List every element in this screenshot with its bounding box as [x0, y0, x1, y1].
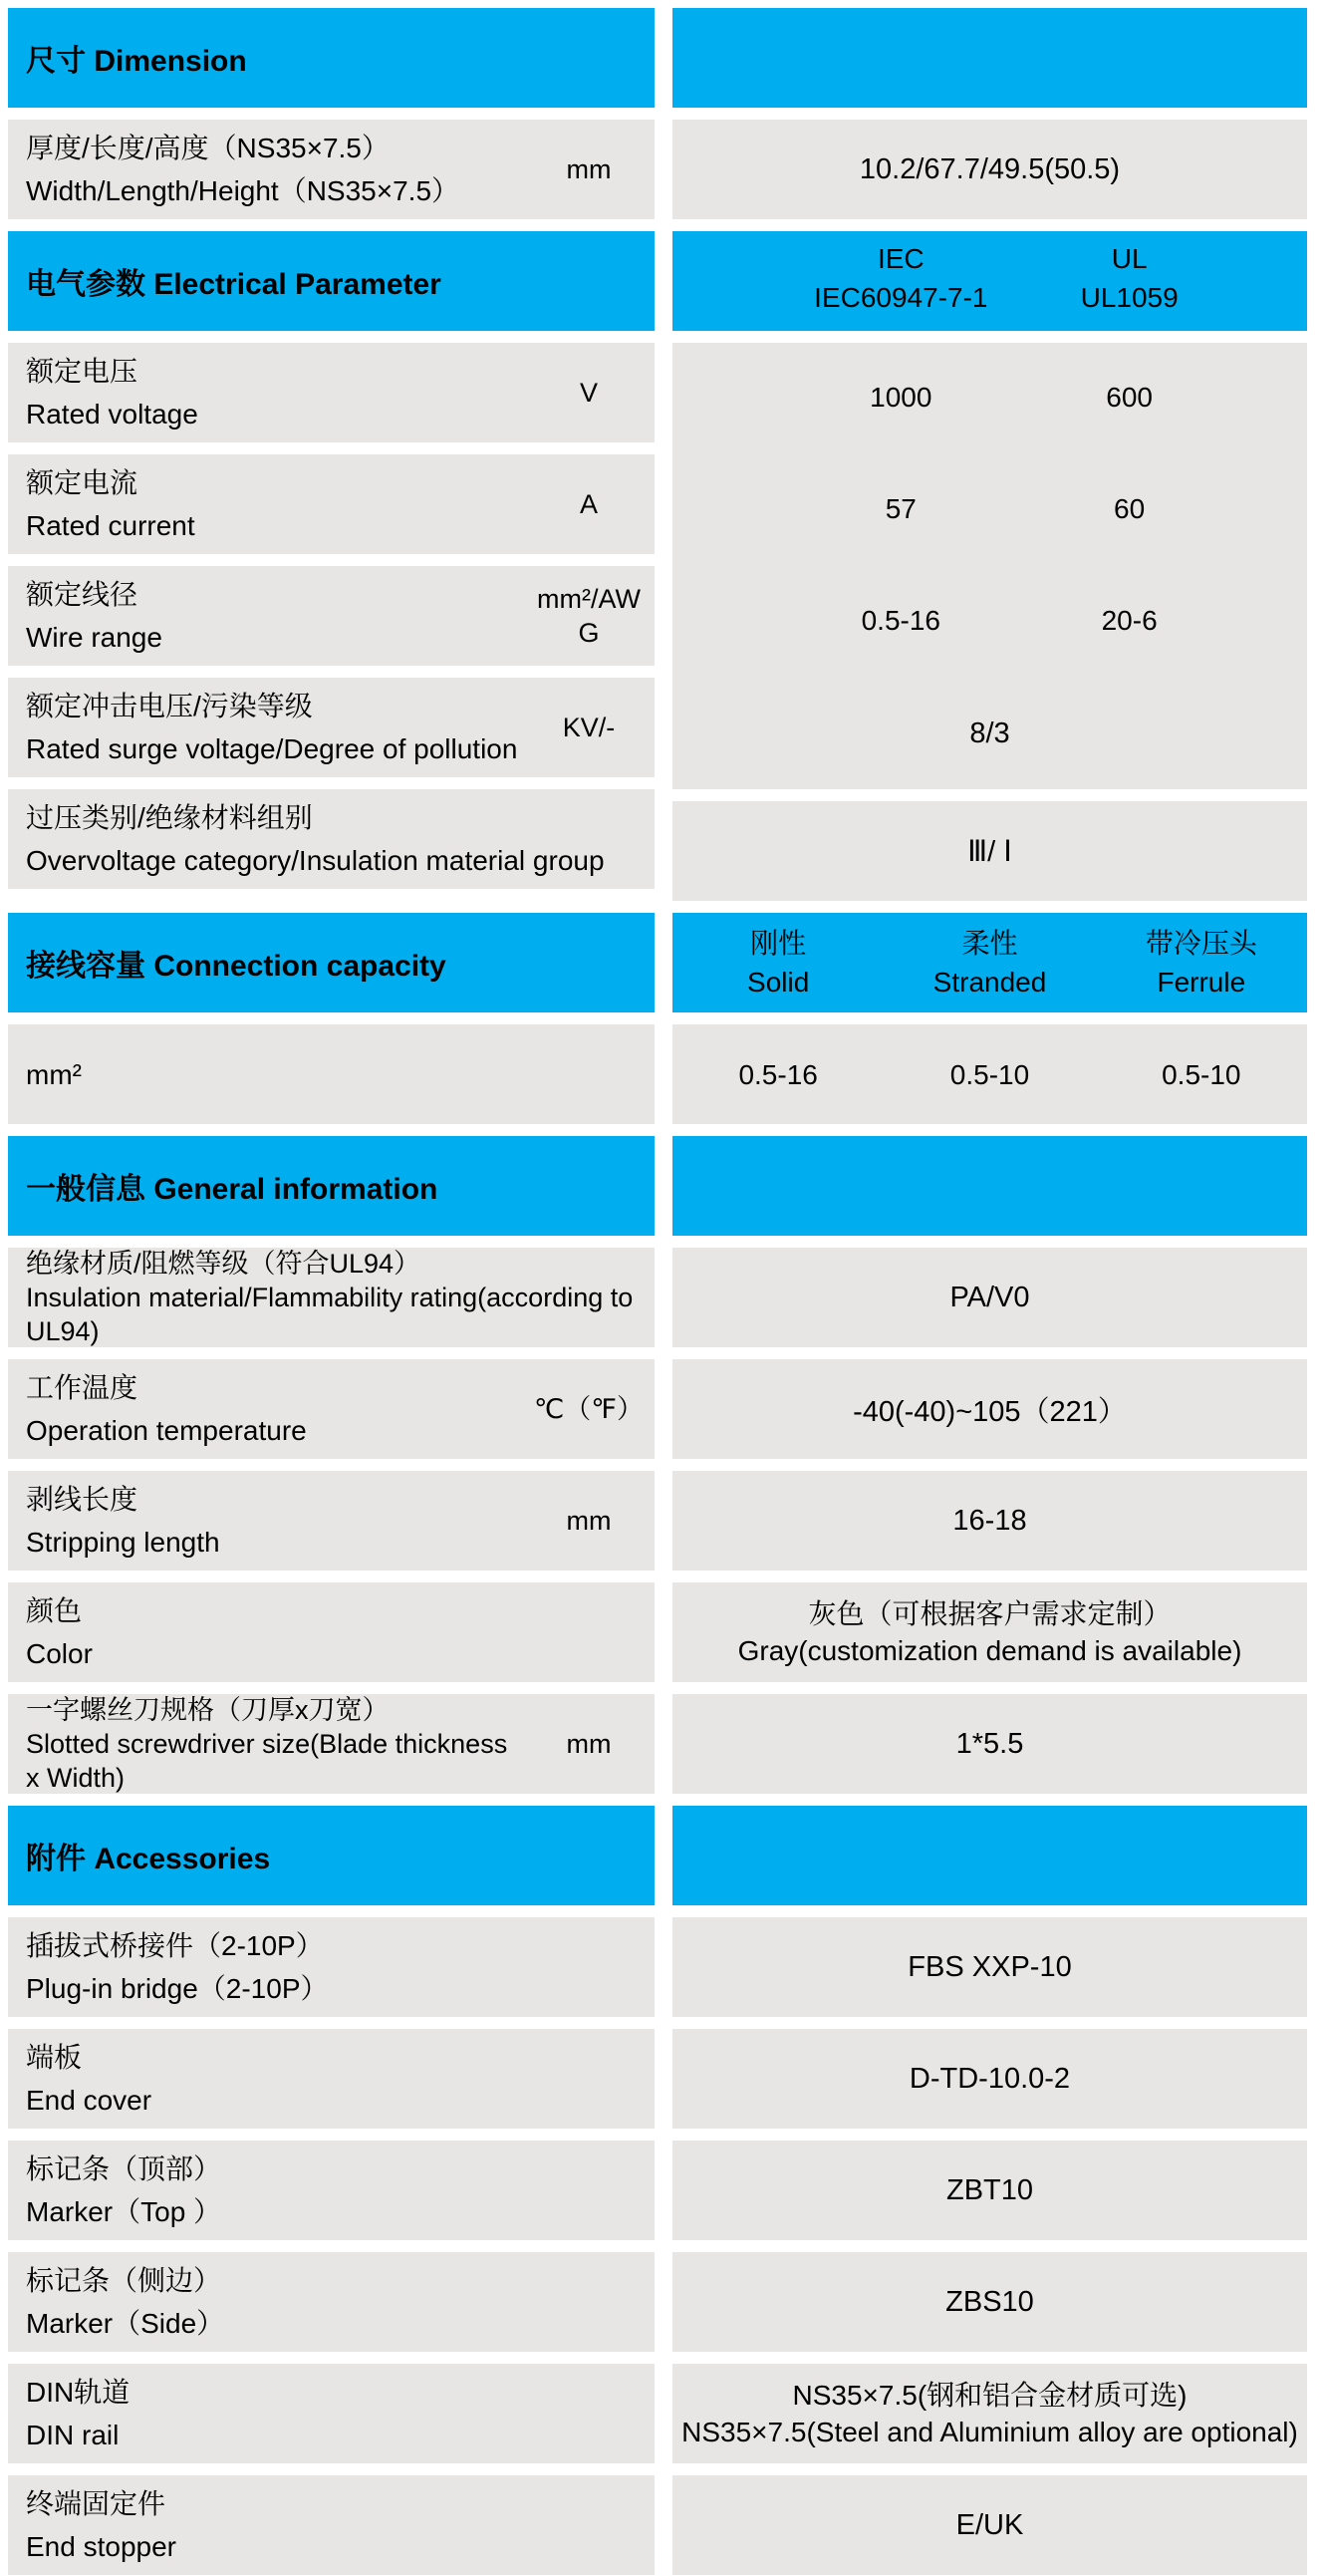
- wire-range-iec: 0.5-16: [861, 604, 941, 636]
- marker-side-zh: 标记条（侧边）: [26, 2265, 222, 2296]
- surge-voltage-zh: 额定冲击电压/污染等级: [26, 691, 313, 721]
- wire-range-label-cell: [8, 566, 655, 666]
- wire-range-unit: mm²/AWG: [537, 584, 641, 648]
- connection-columns: [672, 913, 1307, 1012]
- screwdriver-en: Slotted screwdriver size(Blade thickness x Width): [26, 1729, 508, 1793]
- dimension-label-zh: 厚度/长度/高度（NS35×7.5）: [26, 133, 390, 163]
- temperature-zh: 工作温度: [26, 1372, 138, 1403]
- dimension-row: [8, 120, 1307, 219]
- section-accessories-header: [8, 1806, 1307, 1905]
- din-rail-zh: DIN轨道: [26, 2377, 131, 2408]
- color-label-cell: [8, 1582, 655, 1682]
- din-rail-value-zh: NS35×7.5(钢和铝合金材质可选): [792, 2380, 1188, 2411]
- marker-top-row: [8, 2141, 1307, 2240]
- din-rail-value: [672, 2364, 1307, 2463]
- general-section-title: 一般信息 General information: [26, 1173, 438, 1206]
- bridge-zh: 插拔式桥接件（2-10P）: [26, 1930, 324, 1961]
- end-stopper-en: End stopper: [26, 2531, 176, 2562]
- accessories-header-cell: [8, 1806, 655, 1905]
- overvoltage-value: Ⅲ/ Ⅰ: [672, 801, 1307, 901]
- marker-side-label: [26, 2259, 655, 2345]
- rated-current-en: Rated current: [26, 510, 195, 541]
- iec-standard-column: [814, 239, 987, 317]
- connection-header-cell: [8, 913, 655, 1012]
- end-cover-zh: 端板: [26, 2042, 83, 2073]
- accessories-header-spacer: [672, 1806, 1307, 1905]
- ferrule-zh: 带冷压头: [1145, 928, 1257, 959]
- electrical-standards-header: [672, 231, 1307, 331]
- color-en: Color: [26, 1638, 93, 1669]
- stripping-unit: mm: [566, 1506, 612, 1536]
- ul-standard-column: [1081, 239, 1179, 317]
- iec-subtitle: IEC60947-7-1: [814, 281, 988, 313]
- rated-voltage-label-cell: [8, 343, 655, 442]
- din-rail-value-en: NS35×7.5(Steel and Aluminium alloy are optional): [681, 2417, 1298, 2447]
- solid-en: Solid: [747, 967, 810, 998]
- dimension-label-en: Width/Length/Height（NS35×7.5）: [26, 175, 460, 206]
- stripping-zh: 剥线长度: [26, 1484, 138, 1515]
- electrical-merged-values: [672, 343, 1307, 789]
- accessories-section-title: 附件 Accessories: [26, 1843, 271, 1875]
- screwdriver-unit: mm: [566, 1729, 612, 1759]
- capacity-label-cell: [8, 1024, 655, 1124]
- dimension-label-cell: [8, 120, 655, 219]
- iec-title: IEC: [877, 242, 925, 274]
- screwdriver-row: [8, 1694, 1307, 1794]
- wire-range-label: [26, 573, 527, 659]
- dimension-label: [26, 127, 527, 212]
- color-label: [26, 1589, 655, 1675]
- standards-columns: [672, 231, 1307, 331]
- temperature-row: [8, 1359, 1307, 1459]
- surge-voltage-en: Rated surge voltage/Degree of pollution: [26, 733, 518, 764]
- din-rail-en: DIN rail: [26, 2420, 120, 2450]
- insulation-value: PA/V0: [672, 1248, 1307, 1347]
- marker-side-row: [8, 2252, 1307, 2352]
- wire-range-zh: 额定线径: [26, 579, 138, 610]
- temperature-value: -40(-40)~105（221）: [672, 1359, 1307, 1459]
- bridge-value: FBS XXP-10: [672, 1917, 1307, 2017]
- marker-top-label: [26, 2147, 655, 2233]
- stranded-column-header: [884, 924, 1095, 1002]
- rated-current-iec: 57: [885, 492, 917, 524]
- end-stopper-label: [26, 2482, 655, 2568]
- dimension-header-spacer: [672, 8, 1307, 108]
- end-stopper-label-cell: [8, 2475, 655, 2575]
- ferrule-en: Ferrule: [1157, 967, 1246, 998]
- stranded-en: Stranded: [932, 967, 1047, 998]
- screwdriver-zh: 一字螺丝刀规格（刀厚x刀宽）: [26, 1695, 390, 1725]
- section-connection-header: [8, 913, 1307, 1012]
- rated-voltage-ul: 600: [1106, 381, 1153, 413]
- electrical-values: [672, 343, 1307, 901]
- marker-top-label-cell: [8, 2141, 655, 2240]
- din-rail-label: [26, 2371, 655, 2456]
- electrical-body: [8, 343, 1307, 901]
- capacity-label: [26, 1053, 655, 1096]
- capacity-solid-value: 0.5-16: [738, 1058, 818, 1090]
- electrical-header-cell: [8, 231, 655, 331]
- dimension-section-title: 尺寸 Dimension: [26, 45, 247, 78]
- insulation-zh: 绝缘材质/阻燃等级（符合UL94）: [26, 1249, 421, 1279]
- stripping-row: [8, 1471, 1307, 1571]
- insulation-row: [8, 1248, 1307, 1347]
- capacity-row: [8, 1024, 1307, 1124]
- overvoltage-label: [26, 796, 655, 882]
- temperature-label: [26, 1366, 527, 1452]
- rated-voltage-unit: V: [579, 378, 598, 408]
- end-cover-row: [8, 2029, 1307, 2129]
- temperature-en: Operation temperature: [26, 1415, 307, 1446]
- electrical-section-title: 电气参数 Electrical Parameter: [26, 268, 441, 301]
- marker-side-en: Marker（Side）: [26, 2308, 225, 2339]
- din-rail-row: [8, 2364, 1307, 2463]
- capacity-ferrule-value: 0.5-10: [1162, 1058, 1241, 1090]
- section-general-header: [8, 1136, 1307, 1236]
- bridge-en: Plug-in bridge（2-10P）: [26, 1973, 329, 2004]
- rated-current-values: [672, 454, 1307, 566]
- surge-voltage-unit: KV/-: [562, 713, 616, 742]
- bridge-row: [8, 1917, 1307, 2017]
- capacity-values: [672, 1024, 1307, 1124]
- overvoltage-label-cell: [8, 789, 655, 889]
- solid-zh: 刚性: [750, 928, 807, 959]
- rated-voltage-zh: 额定电压: [26, 356, 138, 387]
- overvoltage-en: Overvoltage category/Insulation material group: [26, 845, 605, 876]
- ul-title: UL: [1111, 242, 1148, 274]
- marker-top-value: ZBT10: [672, 2141, 1307, 2240]
- color-value: [672, 1582, 1307, 1682]
- ferrule-column-header: [1096, 924, 1307, 1002]
- din-rail-label-cell: [8, 2364, 655, 2463]
- rated-voltage-label: [26, 350, 527, 435]
- surge-voltage-value: 8/3: [969, 716, 1010, 749]
- electrical-labels: [8, 343, 655, 901]
- insulation-label: [26, 1247, 655, 1348]
- capacity-unit-label: mm²: [26, 1058, 82, 1090]
- insulation-en: Insulation material/Flammability rating(according to UL94): [26, 1283, 634, 1346]
- stripping-label-cell: [8, 1471, 655, 1571]
- overvoltage-zh: 过压类别/绝缘材料组别: [26, 802, 313, 833]
- stripping-en: Stripping length: [26, 1527, 220, 1558]
- dimension-value: 10.2/67.7/49.5(50.5): [672, 120, 1307, 219]
- rated-current-label: [26, 461, 527, 547]
- rated-voltage-en: Rated voltage: [26, 399, 198, 429]
- wire-range-values: [672, 566, 1307, 678]
- ul-subtitle: UL1059: [1080, 281, 1179, 313]
- surge-voltage-label-cell: [8, 678, 655, 777]
- end-cover-label-cell: [8, 2029, 655, 2129]
- color-value-zh: 灰色（可根据客户需求定制）: [808, 1598, 1172, 1629]
- rated-voltage-values: [672, 343, 1307, 454]
- end-stopper-value: E/UK: [672, 2475, 1307, 2575]
- marker-top-en: Marker（Top ）: [26, 2196, 222, 2227]
- section-dimension-header: [8, 8, 1307, 108]
- general-header-spacer: [672, 1136, 1307, 1236]
- color-zh: 颜色: [26, 1595, 83, 1626]
- insulation-label-cell: [8, 1248, 655, 1347]
- connection-columns-header: [672, 913, 1307, 1012]
- end-stopper-zh: 终端固定件: [26, 2488, 166, 2519]
- end-cover-en: End cover: [26, 2085, 152, 2116]
- general-header-cell: [8, 1136, 655, 1236]
- section-electrical-header: [8, 231, 1307, 331]
- marker-side-label-cell: [8, 2252, 655, 2352]
- solid-column-header: [672, 924, 884, 1002]
- screwdriver-label: [26, 1693, 527, 1795]
- color-row: [8, 1582, 1307, 1682]
- stripping-label: [26, 1478, 527, 1564]
- rated-current-label-cell: [8, 454, 655, 554]
- rated-current-ul: 60: [1114, 492, 1146, 524]
- surge-voltage-label: [26, 685, 527, 770]
- bridge-label-cell: [8, 1917, 655, 2017]
- temperature-unit: ℃（℉）: [533, 1394, 645, 1424]
- connection-section-title: 接线容量 Connection capacity: [26, 950, 446, 983]
- capacity-stranded-value: 0.5-10: [949, 1058, 1030, 1090]
- dimension-unit: mm: [566, 154, 612, 184]
- marker-side-value: ZBS10: [672, 2252, 1307, 2352]
- rated-current-unit: A: [579, 489, 598, 519]
- end-cover-label: [26, 2036, 655, 2122]
- bridge-label: [26, 1924, 655, 2010]
- stripping-value: 16-18: [672, 1471, 1307, 1571]
- temperature-label-cell: [8, 1359, 655, 1459]
- end-stopper-row: [8, 2475, 1307, 2575]
- dimension-header-cell: [8, 8, 655, 108]
- stranded-zh: 柔性: [961, 928, 1018, 959]
- end-cover-value: D-TD-10.0-2: [672, 2029, 1307, 2129]
- color-value-en: Gray(customization demand is available): [737, 1635, 1242, 1666]
- wire-range-ul: 20-6: [1101, 604, 1158, 636]
- rated-voltage-iec: 1000: [870, 381, 932, 413]
- screwdriver-label-cell: [8, 1694, 655, 1794]
- wire-range-en: Wire range: [26, 622, 162, 653]
- screwdriver-value: 1*5.5: [672, 1694, 1307, 1794]
- rated-current-zh: 额定电流: [26, 467, 138, 498]
- marker-top-zh: 标记条（顶部）: [26, 2153, 222, 2184]
